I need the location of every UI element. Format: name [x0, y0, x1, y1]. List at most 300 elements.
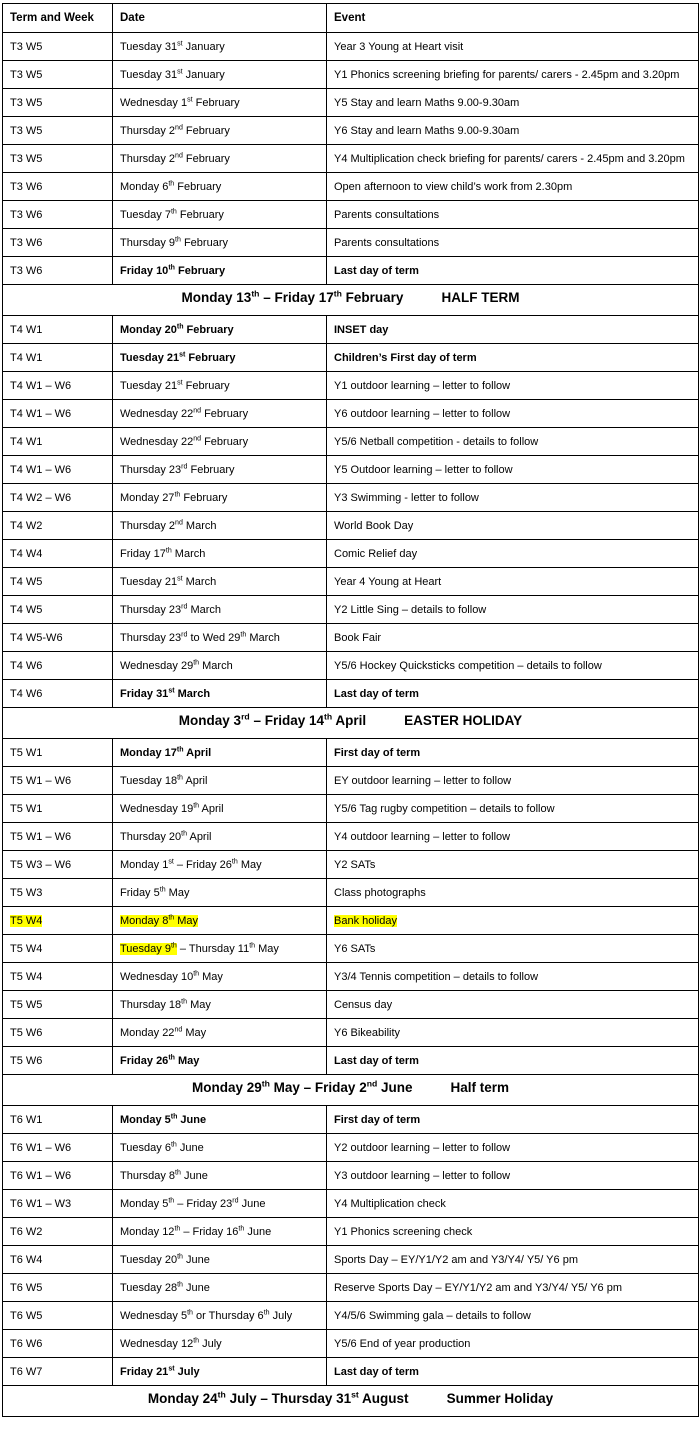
- event-cell: [327, 935, 699, 963]
- event-cell: [327, 1019, 699, 1047]
- cell-text: T5 W1: [10, 747, 43, 759]
- event-cell: [327, 344, 699, 372]
- date-cell: [113, 33, 327, 61]
- cell-text: Y1 Phonics screening check: [334, 1226, 473, 1238]
- term-cell: [3, 935, 113, 963]
- event-cell: [327, 851, 699, 879]
- event-row: [3, 540, 699, 568]
- event-row: [3, 372, 699, 400]
- cell-text: Y4 Multiplication check briefing for parents/ carers - 2.45pm and 3.20pm: [334, 153, 685, 165]
- date-cell: [113, 1218, 327, 1246]
- event-row: [3, 1218, 699, 1246]
- cell-text: Census day: [334, 999, 393, 1011]
- event-row: [3, 935, 699, 963]
- event-cell: [327, 201, 699, 229]
- event-row: [3, 512, 699, 540]
- cell-text: Y6 SATs: [334, 943, 376, 955]
- event-row: [3, 907, 699, 935]
- event-row: [3, 767, 699, 795]
- cell-text: T4 W5: [10, 576, 43, 588]
- event-cell: [327, 145, 699, 173]
- cell-text: T5 W6: [10, 1027, 43, 1039]
- cell-text: T4 W2 – W6: [10, 492, 72, 504]
- term-cell: [3, 61, 113, 89]
- event-row: [3, 879, 699, 907]
- date-cell: [113, 1106, 327, 1134]
- event-row: [3, 344, 699, 372]
- event-row: [3, 456, 699, 484]
- cell-text: Tuesday 20th June: [120, 1253, 210, 1266]
- cell-text: Wednesday 12th July: [120, 1337, 222, 1350]
- event-row: [3, 1190, 699, 1218]
- cell-text: T4 W1 – W6: [10, 380, 72, 392]
- term-cell: [3, 229, 113, 257]
- event-row: [3, 991, 699, 1019]
- cell-text: Tuesday 31st January: [120, 68, 225, 81]
- term-cell: [3, 991, 113, 1019]
- event-cell: [327, 173, 699, 201]
- cell-text: Tuesday 21st February: [120, 379, 230, 392]
- date-cell: [113, 1162, 327, 1190]
- event-row: [3, 823, 699, 851]
- cell-text: First day of term: [334, 747, 421, 759]
- cell-text: Thursday 8th June: [120, 1169, 208, 1182]
- section-date-range: Monday 13th – Friday 17th February: [181, 288, 404, 305]
- cell-text: Open afternoon to view child’s work from 2.30pm: [334, 181, 573, 193]
- date-cell: [113, 229, 327, 257]
- cell-text: T4 W5: [10, 604, 43, 616]
- section-label: HALF TERM: [441, 290, 520, 305]
- section-row: [3, 1075, 699, 1106]
- cell-text: T5 W3 – W6: [10, 859, 72, 871]
- cell-text: Tuesday 6th June: [120, 1141, 204, 1154]
- event-row: [3, 1274, 699, 1302]
- cell-text: Y6 Stay and learn Maths 9.00-9.30am: [334, 125, 520, 137]
- cell-text: T6 W1 – W3: [10, 1198, 72, 1210]
- cell-text: Reserve Sports Day – EY/Y1/Y2 am and Y3/Y4/ Y5/ Y6 pm: [334, 1282, 622, 1294]
- event-cell: [327, 624, 699, 652]
- date-cell: [113, 1134, 327, 1162]
- event-row: [3, 795, 699, 823]
- cell-text: INSET day: [334, 324, 389, 336]
- date-cell: [113, 400, 327, 428]
- cell-text: Thursday 9th February: [120, 236, 228, 249]
- section-row: [3, 1386, 699, 1417]
- column-header-event: Event: [327, 4, 699, 33]
- event-cell: [327, 1330, 699, 1358]
- section-label: Half term: [450, 1080, 510, 1095]
- term-cell: [3, 484, 113, 512]
- event-cell: [327, 1162, 699, 1190]
- term-cell: [3, 739, 113, 767]
- section-cell: [3, 708, 699, 739]
- date-cell: [113, 372, 327, 400]
- date-cell: [113, 907, 327, 935]
- cell-text: Y5/6 Hockey Quicksticks competition – details to follow: [334, 660, 602, 672]
- section-label: Summer Holiday: [446, 1391, 554, 1406]
- date-cell: [113, 1302, 327, 1330]
- term-cell: [3, 1274, 113, 1302]
- cell-text: Tuesday 18th April: [120, 774, 208, 787]
- cell-text: Friday 26th May: [120, 1054, 200, 1067]
- cell-text: Parents consultations: [334, 209, 440, 221]
- cell-text: T4 W1 – W6: [10, 464, 72, 476]
- cell-text: Y1 Phonics screening briefing for parents/ carers - 2.45pm and 3.20pm: [334, 69, 680, 81]
- term-cell: [3, 400, 113, 428]
- event-row: [3, 89, 699, 117]
- date-cell: [113, 316, 327, 344]
- date-cell: [113, 428, 327, 456]
- date-cell: [113, 680, 327, 708]
- cell-text: T4 W1: [10, 436, 43, 448]
- event-cell: [327, 117, 699, 145]
- cell-text: Y6 Bikeability: [334, 1027, 401, 1039]
- date-cell: [113, 767, 327, 795]
- term-cell: [3, 512, 113, 540]
- event-row: [3, 739, 699, 767]
- term-cell: [3, 145, 113, 173]
- event-cell: [327, 257, 699, 285]
- event-cell: [327, 428, 699, 456]
- event-cell: [327, 456, 699, 484]
- cell-text-highlighted: Tuesday 9th: [120, 942, 177, 955]
- cell-text: Wednesday 19th April: [120, 802, 224, 815]
- date-cell: [113, 512, 327, 540]
- term-cell: [3, 1019, 113, 1047]
- section-date-range: Monday 3rd – Friday 14th April: [178, 711, 367, 728]
- section-row: [3, 708, 699, 739]
- cell-text: Monday 5th June: [120, 1113, 207, 1126]
- cell-text: Thursday 18th May: [120, 998, 211, 1011]
- event-row: [3, 624, 699, 652]
- event-cell: [327, 1134, 699, 1162]
- cell-text: Thursday 23rd February: [120, 463, 235, 476]
- date-cell: [113, 1358, 327, 1386]
- cell-text: T3 W5: [10, 153, 43, 165]
- date-cell: [113, 1190, 327, 1218]
- event-cell: [327, 1106, 699, 1134]
- event-row: [3, 1358, 699, 1386]
- cell-text: Friday 17th March: [120, 547, 206, 560]
- cell-text: Y4/5/6 Swimming gala – details to follow: [334, 1310, 531, 1322]
- cell-text: Monday 12th – Friday 16th June: [120, 1225, 272, 1238]
- event-row: [3, 680, 699, 708]
- event-cell: [327, 907, 699, 935]
- cell-text: Year 4 Young at Heart: [334, 576, 442, 588]
- term-cell: [3, 428, 113, 456]
- cell-text: T4 W2: [10, 520, 43, 532]
- date-cell: [113, 879, 327, 907]
- cell-text: Y3 outdoor learning – letter to follow: [334, 1170, 511, 1182]
- section-cell: [3, 1386, 699, 1417]
- date-cell: [113, 596, 327, 624]
- cell-text: Last day of term: [334, 1366, 419, 1378]
- section-label: EASTER HOLIDAY: [404, 713, 523, 728]
- cell-text: Y4 Multiplication check: [334, 1198, 446, 1210]
- term-cell: [3, 456, 113, 484]
- event-row: [3, 61, 699, 89]
- cell-text: Y4 outdoor learning – letter to follow: [334, 831, 511, 843]
- term-cell: [3, 117, 113, 145]
- event-cell: [327, 33, 699, 61]
- cell-text: T6 W1: [10, 1114, 43, 1126]
- term-cell: [3, 1047, 113, 1075]
- term-cell: [3, 963, 113, 991]
- date-cell: [113, 991, 327, 1019]
- cell-text: Y5 Stay and learn Maths 9.00-9.30am: [334, 97, 520, 109]
- term-cell: [3, 173, 113, 201]
- event-cell: [327, 1246, 699, 1274]
- cell-text: Tuesday 21st February: [120, 351, 236, 364]
- event-row: [3, 568, 699, 596]
- term-cell: [3, 33, 113, 61]
- event-row: [3, 316, 699, 344]
- term-cell: [3, 316, 113, 344]
- date-cell: [113, 823, 327, 851]
- cell-text: Wednesday 29th March: [120, 659, 233, 672]
- event-row: [3, 257, 699, 285]
- event-cell: [327, 540, 699, 568]
- term-cell: [3, 1302, 113, 1330]
- cell-text: Comic Relief day: [334, 548, 418, 560]
- event-cell: [327, 316, 699, 344]
- event-cell: [327, 229, 699, 257]
- term-cell: [3, 823, 113, 851]
- event-cell: [327, 484, 699, 512]
- date-cell: [113, 117, 327, 145]
- cell-text: First day of term: [334, 1114, 421, 1126]
- cell-text: Friday 21st July: [120, 1365, 200, 1378]
- term-cell: [3, 879, 113, 907]
- date-cell: [113, 61, 327, 89]
- event-cell: [327, 1302, 699, 1330]
- term-cell: [3, 1162, 113, 1190]
- event-row: [3, 33, 699, 61]
- event-cell: [327, 1047, 699, 1075]
- date-cell: [113, 173, 327, 201]
- cell-text-highlighted: Monday 8th May: [120, 914, 199, 927]
- event-cell: [327, 795, 699, 823]
- event-row: [3, 596, 699, 624]
- cell-text: Last day of term: [334, 1055, 419, 1067]
- event-row: [3, 1302, 699, 1330]
- cell-text: Y3/4 Tennis competition – details to follow: [334, 971, 539, 983]
- cell-text: Y2 SATs: [334, 859, 376, 871]
- cell-text: T4 W4: [10, 548, 43, 560]
- event-cell: [327, 991, 699, 1019]
- cell-text: T4 W1: [10, 324, 43, 336]
- event-row: [3, 1019, 699, 1047]
- term-cell: [3, 1330, 113, 1358]
- term-cell: [3, 1190, 113, 1218]
- cell-text: T4 W1: [10, 352, 43, 364]
- cell-text: Y6 outdoor learning – letter to follow: [334, 408, 511, 420]
- event-cell: [327, 1274, 699, 1302]
- date-cell: [113, 1330, 327, 1358]
- date-cell: [113, 484, 327, 512]
- cell-text: Tuesday 7th February: [120, 208, 224, 221]
- term-calendar-table: [2, 3, 699, 1417]
- event-row: [3, 145, 699, 173]
- cell-text: Thursday 2nd March: [120, 519, 217, 532]
- cell-text: T6 W1 – W6: [10, 1142, 72, 1154]
- cell-text: Y2 Little Sing – details to follow: [334, 604, 487, 616]
- cell-text: T6 W5: [10, 1282, 43, 1294]
- date-cell: [113, 1047, 327, 1075]
- cell-text: Wednesday 1st February: [120, 96, 240, 109]
- cell-text: Class photographs: [334, 887, 426, 899]
- date-cell: [113, 1019, 327, 1047]
- date-cell: [113, 344, 327, 372]
- cell-text: Last day of term: [334, 688, 419, 700]
- term-cell: [3, 1106, 113, 1134]
- date-cell: [113, 652, 327, 680]
- cell-text: T5 W5: [10, 999, 43, 1011]
- cell-text: T3 W5: [10, 41, 43, 53]
- cell-text: T5 W1 – W6: [10, 831, 72, 843]
- date-cell: [113, 795, 327, 823]
- cell-text: T5 W4: [10, 943, 43, 955]
- cell-text: T3 W5: [10, 97, 43, 109]
- event-cell: [327, 372, 699, 400]
- date-cell: [113, 540, 327, 568]
- term-cell: [3, 344, 113, 372]
- term-cell: [3, 596, 113, 624]
- term-cell: [3, 372, 113, 400]
- cell-text: T6 W5: [10, 1310, 43, 1322]
- term-cell: [3, 851, 113, 879]
- date-cell: [113, 456, 327, 484]
- term-cell: [3, 767, 113, 795]
- cell-text: T4 W5-W6: [10, 632, 63, 644]
- event-cell: [327, 680, 699, 708]
- table-body: [3, 33, 699, 1417]
- term-cell: [3, 680, 113, 708]
- cell-text: Monday 6th February: [120, 180, 222, 193]
- cell-text: Y2 outdoor learning – letter to follow: [334, 1142, 511, 1154]
- date-cell: [113, 935, 327, 963]
- term-cell: [3, 540, 113, 568]
- event-cell: [327, 767, 699, 795]
- cell-text-highlighted: Bank holiday: [334, 915, 397, 927]
- cell-text: Monday 22nd May: [120, 1026, 207, 1039]
- cell-text: Children’s First day of term: [334, 352, 477, 364]
- event-row: [3, 851, 699, 879]
- section-date-range: Monday 29th May – Friday 2nd June: [191, 1078, 413, 1095]
- cell-text: T6 W1 – W6: [10, 1170, 72, 1182]
- event-cell: [327, 1358, 699, 1386]
- term-cell: [3, 257, 113, 285]
- event-cell: [327, 89, 699, 117]
- event-cell: [327, 823, 699, 851]
- event-row: [3, 400, 699, 428]
- cell-text: Tuesday 21st March: [120, 575, 217, 588]
- section-cell: [3, 285, 699, 316]
- event-cell: [327, 739, 699, 767]
- event-row: [3, 1162, 699, 1190]
- term-cell: [3, 1358, 113, 1386]
- cell-text: T5 W1: [10, 803, 43, 815]
- section-date-range: Monday 24th July – Thursday 31st August: [147, 1389, 409, 1406]
- event-row: [3, 1106, 699, 1134]
- cell-text: Monday 27th February: [120, 491, 228, 504]
- cell-text: Tuesday 28th June: [120, 1281, 210, 1294]
- cell-text: Y5/6 End of year production: [334, 1338, 471, 1350]
- cell-text: Monday 1st – Friday 26th May: [120, 858, 262, 871]
- event-row: [3, 484, 699, 512]
- term-cell: [3, 652, 113, 680]
- cell-text: T6 W4: [10, 1254, 43, 1266]
- cell-text: T3 W6: [10, 209, 43, 221]
- cell-text: Friday 5th May: [120, 886, 190, 899]
- cell-text: Wednesday 22nd February: [120, 435, 249, 448]
- term-cell: [3, 568, 113, 596]
- date-cell: [113, 963, 327, 991]
- date-cell: [113, 145, 327, 173]
- date-cell: [113, 624, 327, 652]
- cell-text: Tuesday 31st January: [120, 40, 225, 53]
- section-cell: [3, 1075, 699, 1106]
- cell-text: Thursday 23rd to Wed 29th March: [120, 631, 280, 644]
- cell-text: T6 W7: [10, 1366, 43, 1378]
- event-cell: [327, 61, 699, 89]
- event-row: [3, 1330, 699, 1358]
- term-cell: [3, 1246, 113, 1274]
- cell-text: Friday 31st March: [120, 687, 211, 700]
- event-row: [3, 1047, 699, 1075]
- event-cell: [327, 512, 699, 540]
- cell-text: Y5/6 Netball competition - details to follow: [334, 436, 539, 448]
- cell-text: Thursday 23rd March: [120, 603, 222, 616]
- cell-text: T5 W4: [10, 971, 43, 983]
- column-header-term-and-week: Term and Week: [3, 4, 113, 33]
- event-row: [3, 173, 699, 201]
- column-header-date: Date: [113, 4, 327, 33]
- event-cell: [327, 568, 699, 596]
- date-cell: [113, 257, 327, 285]
- cell-text-highlighted: T5 W4: [10, 915, 43, 927]
- event-row: [3, 201, 699, 229]
- event-row: [3, 1134, 699, 1162]
- event-row: [3, 1246, 699, 1274]
- cell-text: Wednesday 22nd February: [120, 407, 249, 420]
- cell-text: T6 W6: [10, 1338, 43, 1350]
- cell-text: T5 W3: [10, 887, 43, 899]
- event-cell: [327, 879, 699, 907]
- date-cell: [113, 201, 327, 229]
- section-row: [3, 285, 699, 316]
- term-cell: [3, 201, 113, 229]
- term-cell: [3, 624, 113, 652]
- date-cell: [113, 89, 327, 117]
- cell-text: T5 W6: [10, 1055, 43, 1067]
- cell-text: T4 W1 – W6: [10, 408, 72, 420]
- cell-text: Thursday 2nd February: [120, 124, 230, 137]
- term-cell: [3, 1134, 113, 1162]
- header-row: [3, 4, 699, 33]
- cell-text: T3 W5: [10, 125, 43, 137]
- cell-text: Monday 17th April: [120, 746, 212, 759]
- event-row: [3, 117, 699, 145]
- cell-text: Year 3 Young at Heart visit: [334, 41, 464, 53]
- term-cell: [3, 907, 113, 935]
- event-cell: [327, 596, 699, 624]
- date-cell: [113, 1274, 327, 1302]
- cell-text: Y5 Outdoor learning – letter to follow: [334, 464, 513, 476]
- term-cell: [3, 89, 113, 117]
- event-cell: [327, 963, 699, 991]
- term-cell: [3, 795, 113, 823]
